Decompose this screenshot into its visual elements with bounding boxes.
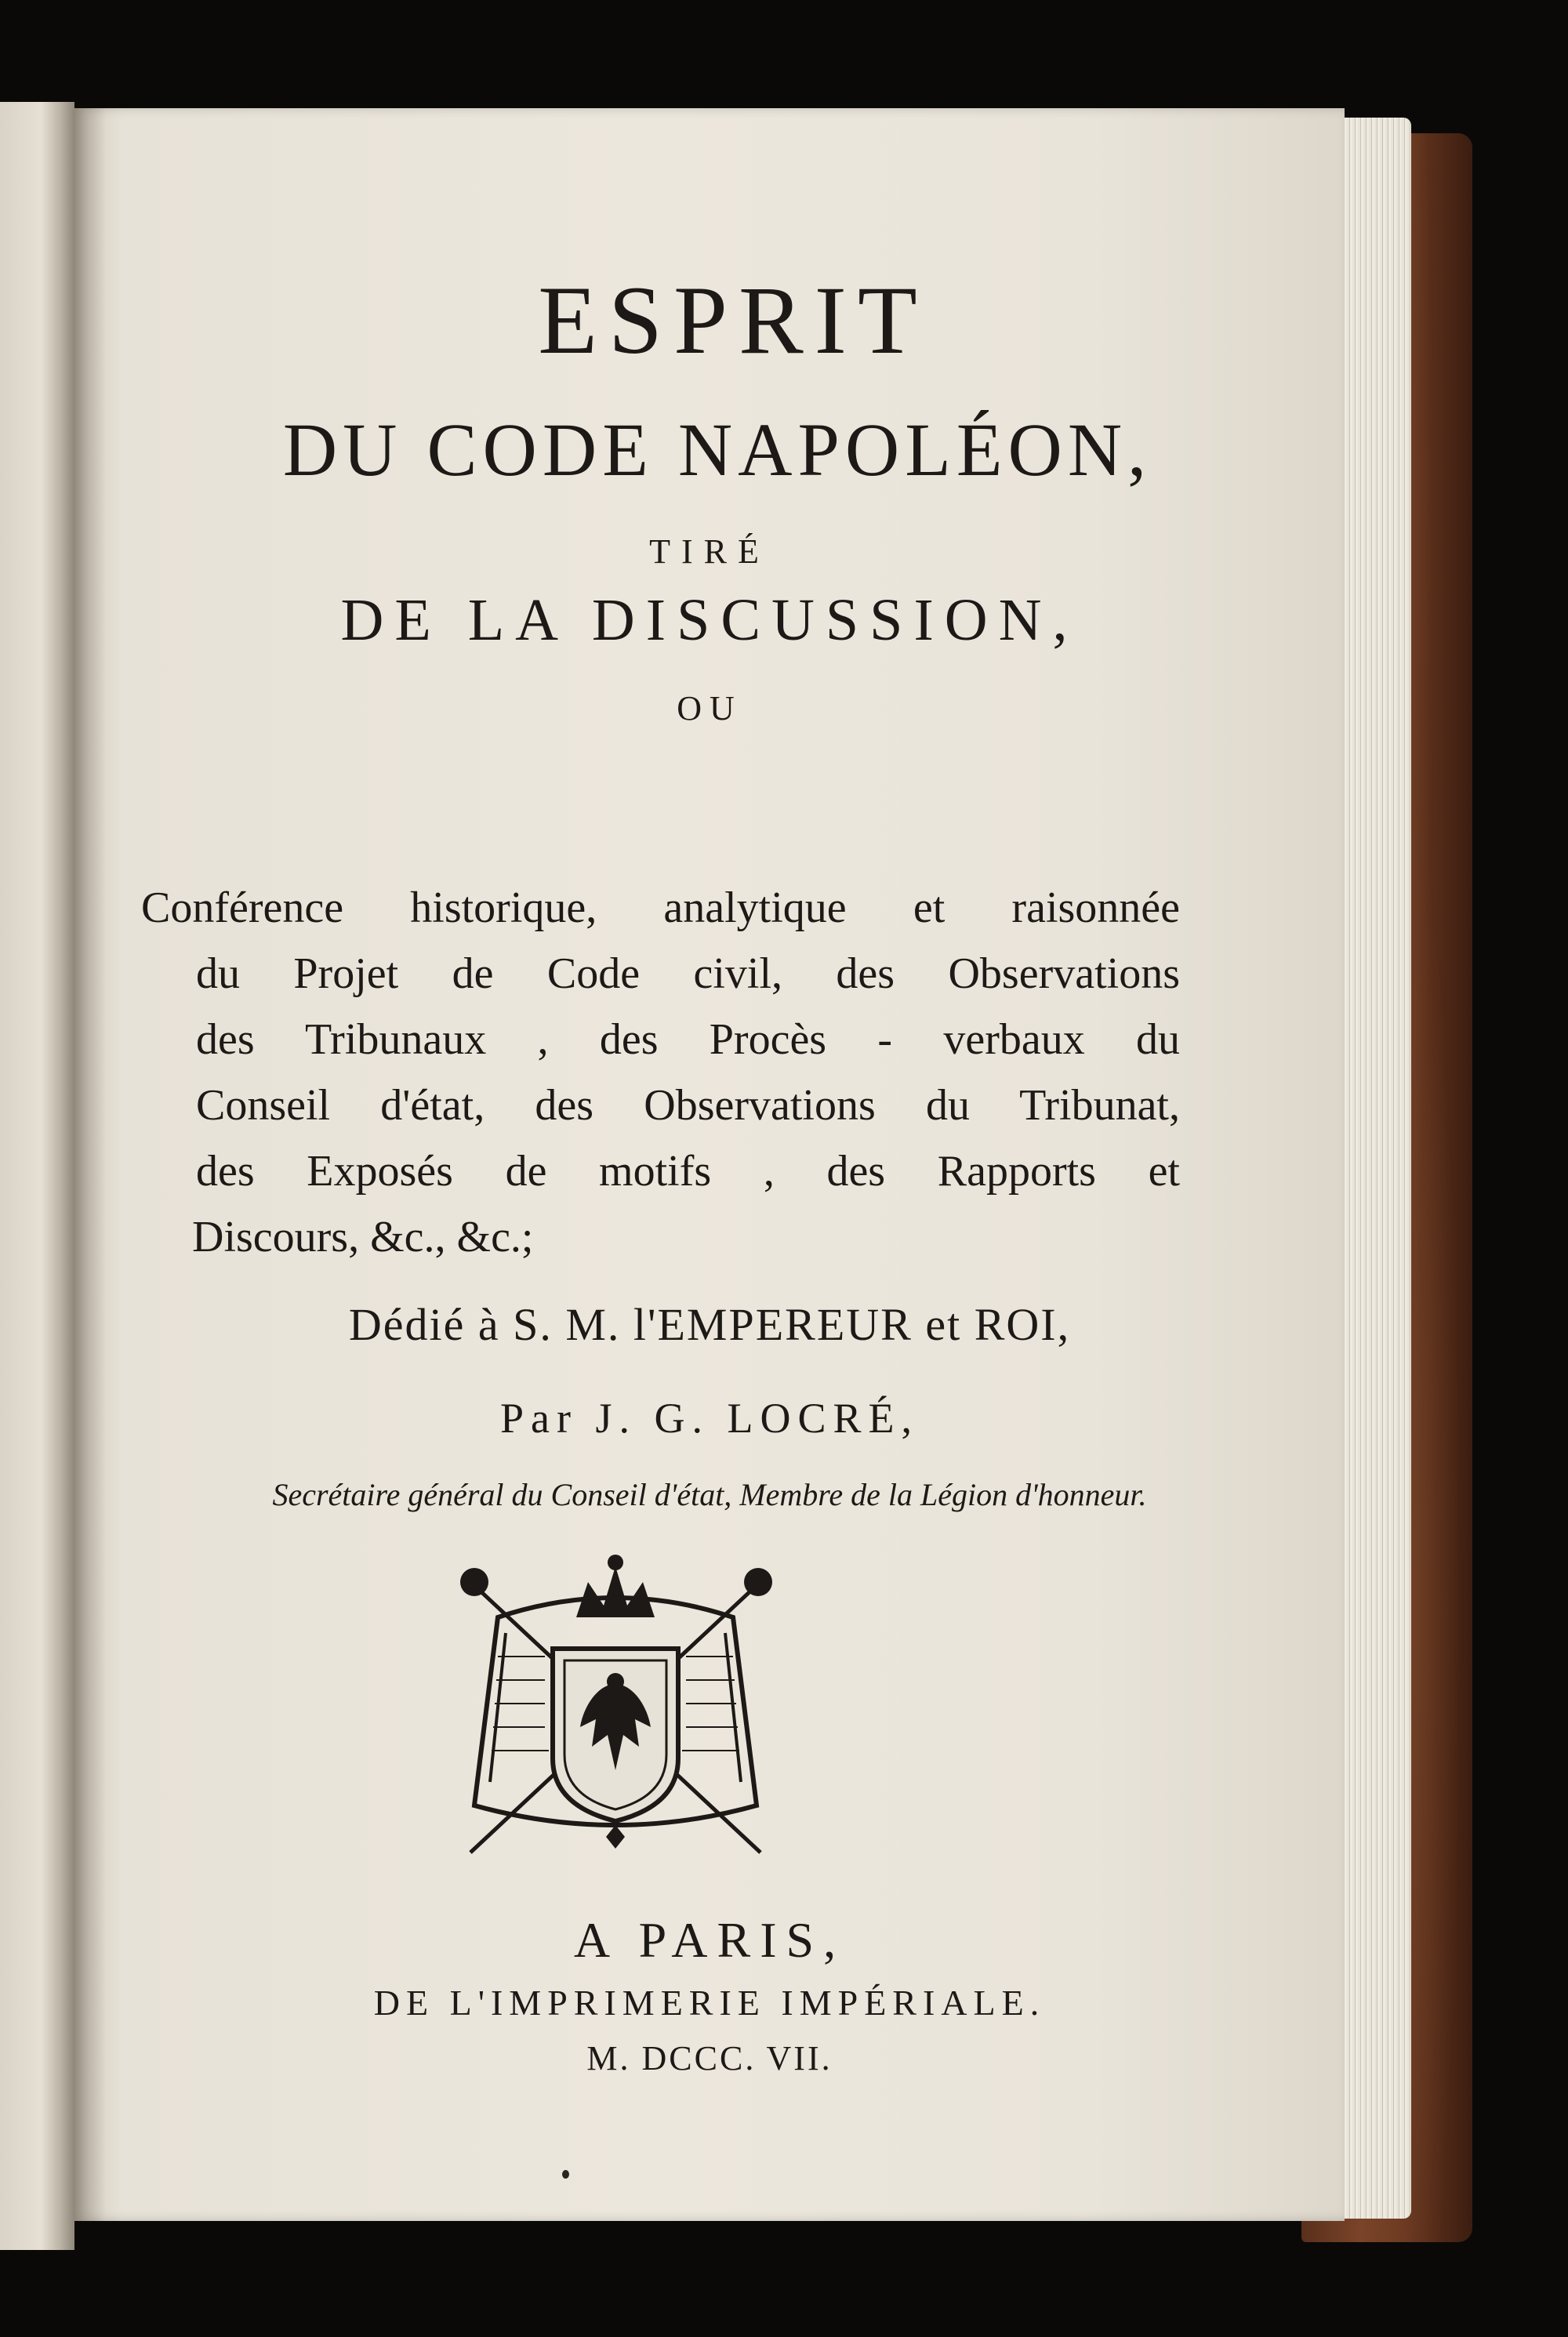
title-esprit: ESPRIT	[538, 267, 928, 374]
imperial-coat-of-arms-icon	[451, 1547, 780, 1876]
subtitle-discussion: DE LA DISCUSSION,	[340, 587, 1079, 653]
title-code-napoleon: DU CODE NAPOLÉON,	[282, 408, 1152, 492]
conference-line: Conférence historique, analytique et raisonnée	[141, 884, 1180, 932]
author-title: Secrétaire général du Conseil d'état, Membre de la Légion d'honneur.	[272, 1477, 1147, 1512]
conference-line: Discours, &c., &c.;	[192, 1213, 534, 1261]
subtitle-ou: OU	[677, 689, 742, 728]
title-page	[74, 108, 1345, 2221]
conference-line: des Exposés de motifs , des Rapports et	[196, 1147, 1180, 1196]
left-page	[0, 102, 74, 2250]
subtitle-tire: TIRÉ	[649, 532, 770, 571]
dedication: Dédié à S. M. l'EMPEREUR et ROI,	[348, 1299, 1071, 1350]
conference-line: du Projet de Code civil, des Observations	[196, 949, 1180, 998]
signature-mark	[562, 2170, 569, 2179]
conference-line: Conseil d'état, des Observations du Tribunat,	[196, 1081, 1180, 1130]
imprint-printer: DE L'IMPRIMERIE IMPÉRIALE.	[373, 1983, 1046, 2023]
imprint-place: A PARIS,	[573, 1912, 846, 1968]
imprint-date: M. DCCC. VII.	[586, 2039, 833, 2078]
conference-line: des Tribunaux , des Procès - verbaux du	[196, 1015, 1180, 1064]
author: Par J. G. LOCRÉ,	[500, 1395, 919, 1442]
